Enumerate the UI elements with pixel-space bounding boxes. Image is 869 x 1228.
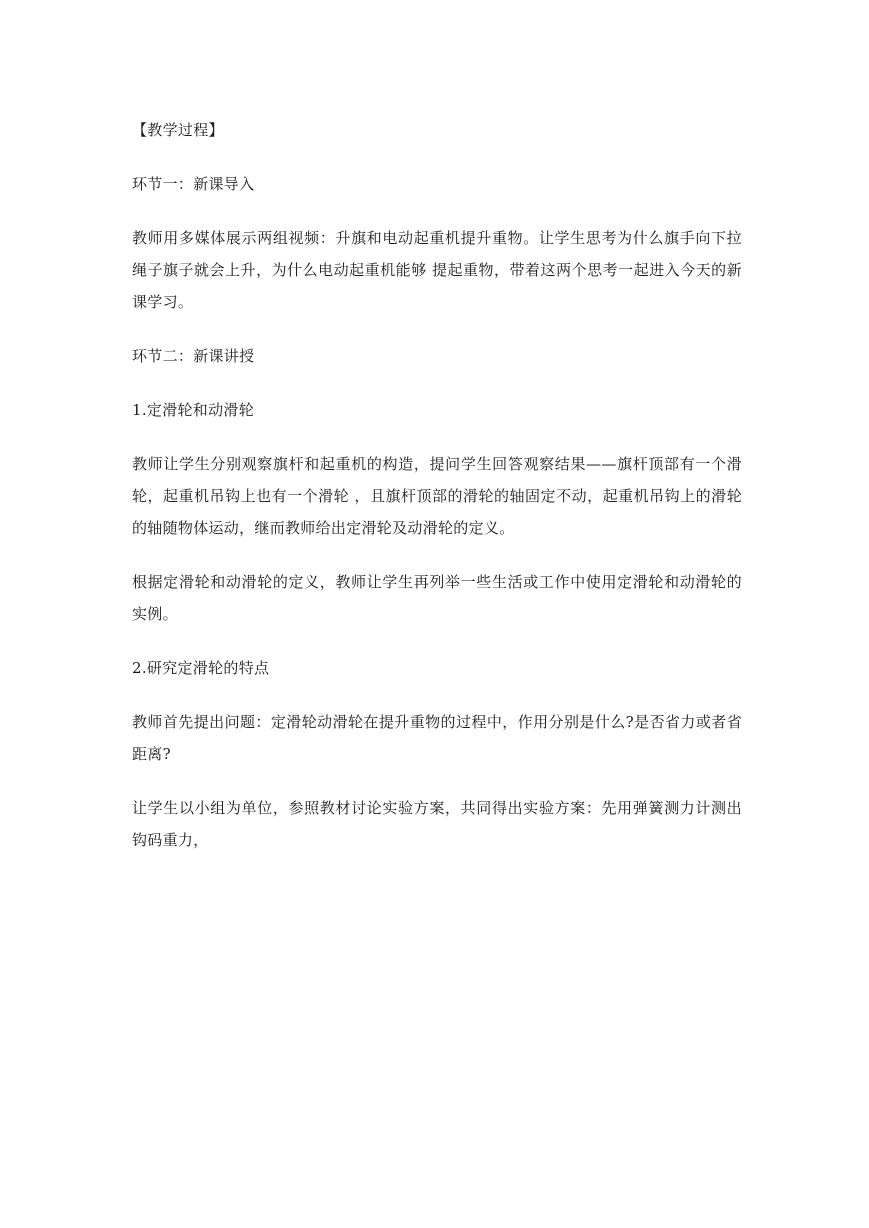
subsection2-paragraph-2: 让学生以小组为单位，参照教材讨论实验方案，共同得出实验方案：先用弹簧测力计测出钩码重力， bbox=[132, 799, 742, 849]
subsection2-title: 2.研究定滑轮的特点 bbox=[132, 659, 270, 677]
subsection1-title: 1.定滑轮和动滑轮 bbox=[132, 401, 255, 419]
section-heading: 【教学过程】 bbox=[132, 121, 224, 139]
subsection1-paragraph-1: 教师让学生分别观察旗杆和起重机的构造，提问学生回答观察结果——旗杆顶部有一个滑轮，起重机吊钩上也有一个滑轮 ，且旗杆顶部的滑轮的轴固定不动，起重机吊钩上的滑轮的轴随物体运动，继而教师给出定滑轮及动滑轮的定义。 bbox=[132, 455, 742, 537]
section1-paragraph: 教师用多媒体展示两组视频：升旗和电动起重机提升重物。让学生思考为什么旗手向下拉绳子旗子就会上升，为什么电动起重机能够 提起重物，带着这两个思考一起进入今天的新课学习。 bbox=[132, 229, 742, 311]
subsection2-paragraph-1: 教师首先提出问题：定滑轮动滑轮在提升重物的过程中，作用分别是什么?是否省力或者省距离? bbox=[132, 713, 742, 763]
subsection1-paragraph-2: 根据定滑轮和动滑轮的定义，教师让学生再列举一些生活或工作中使用定滑轮和动滑轮的实例。 bbox=[132, 573, 742, 623]
section1-title: 环节一：新课导入 bbox=[132, 175, 255, 193]
section2-title: 环节二：新课讲授 bbox=[132, 347, 255, 365]
document-content bbox=[132, 114, 742, 856]
